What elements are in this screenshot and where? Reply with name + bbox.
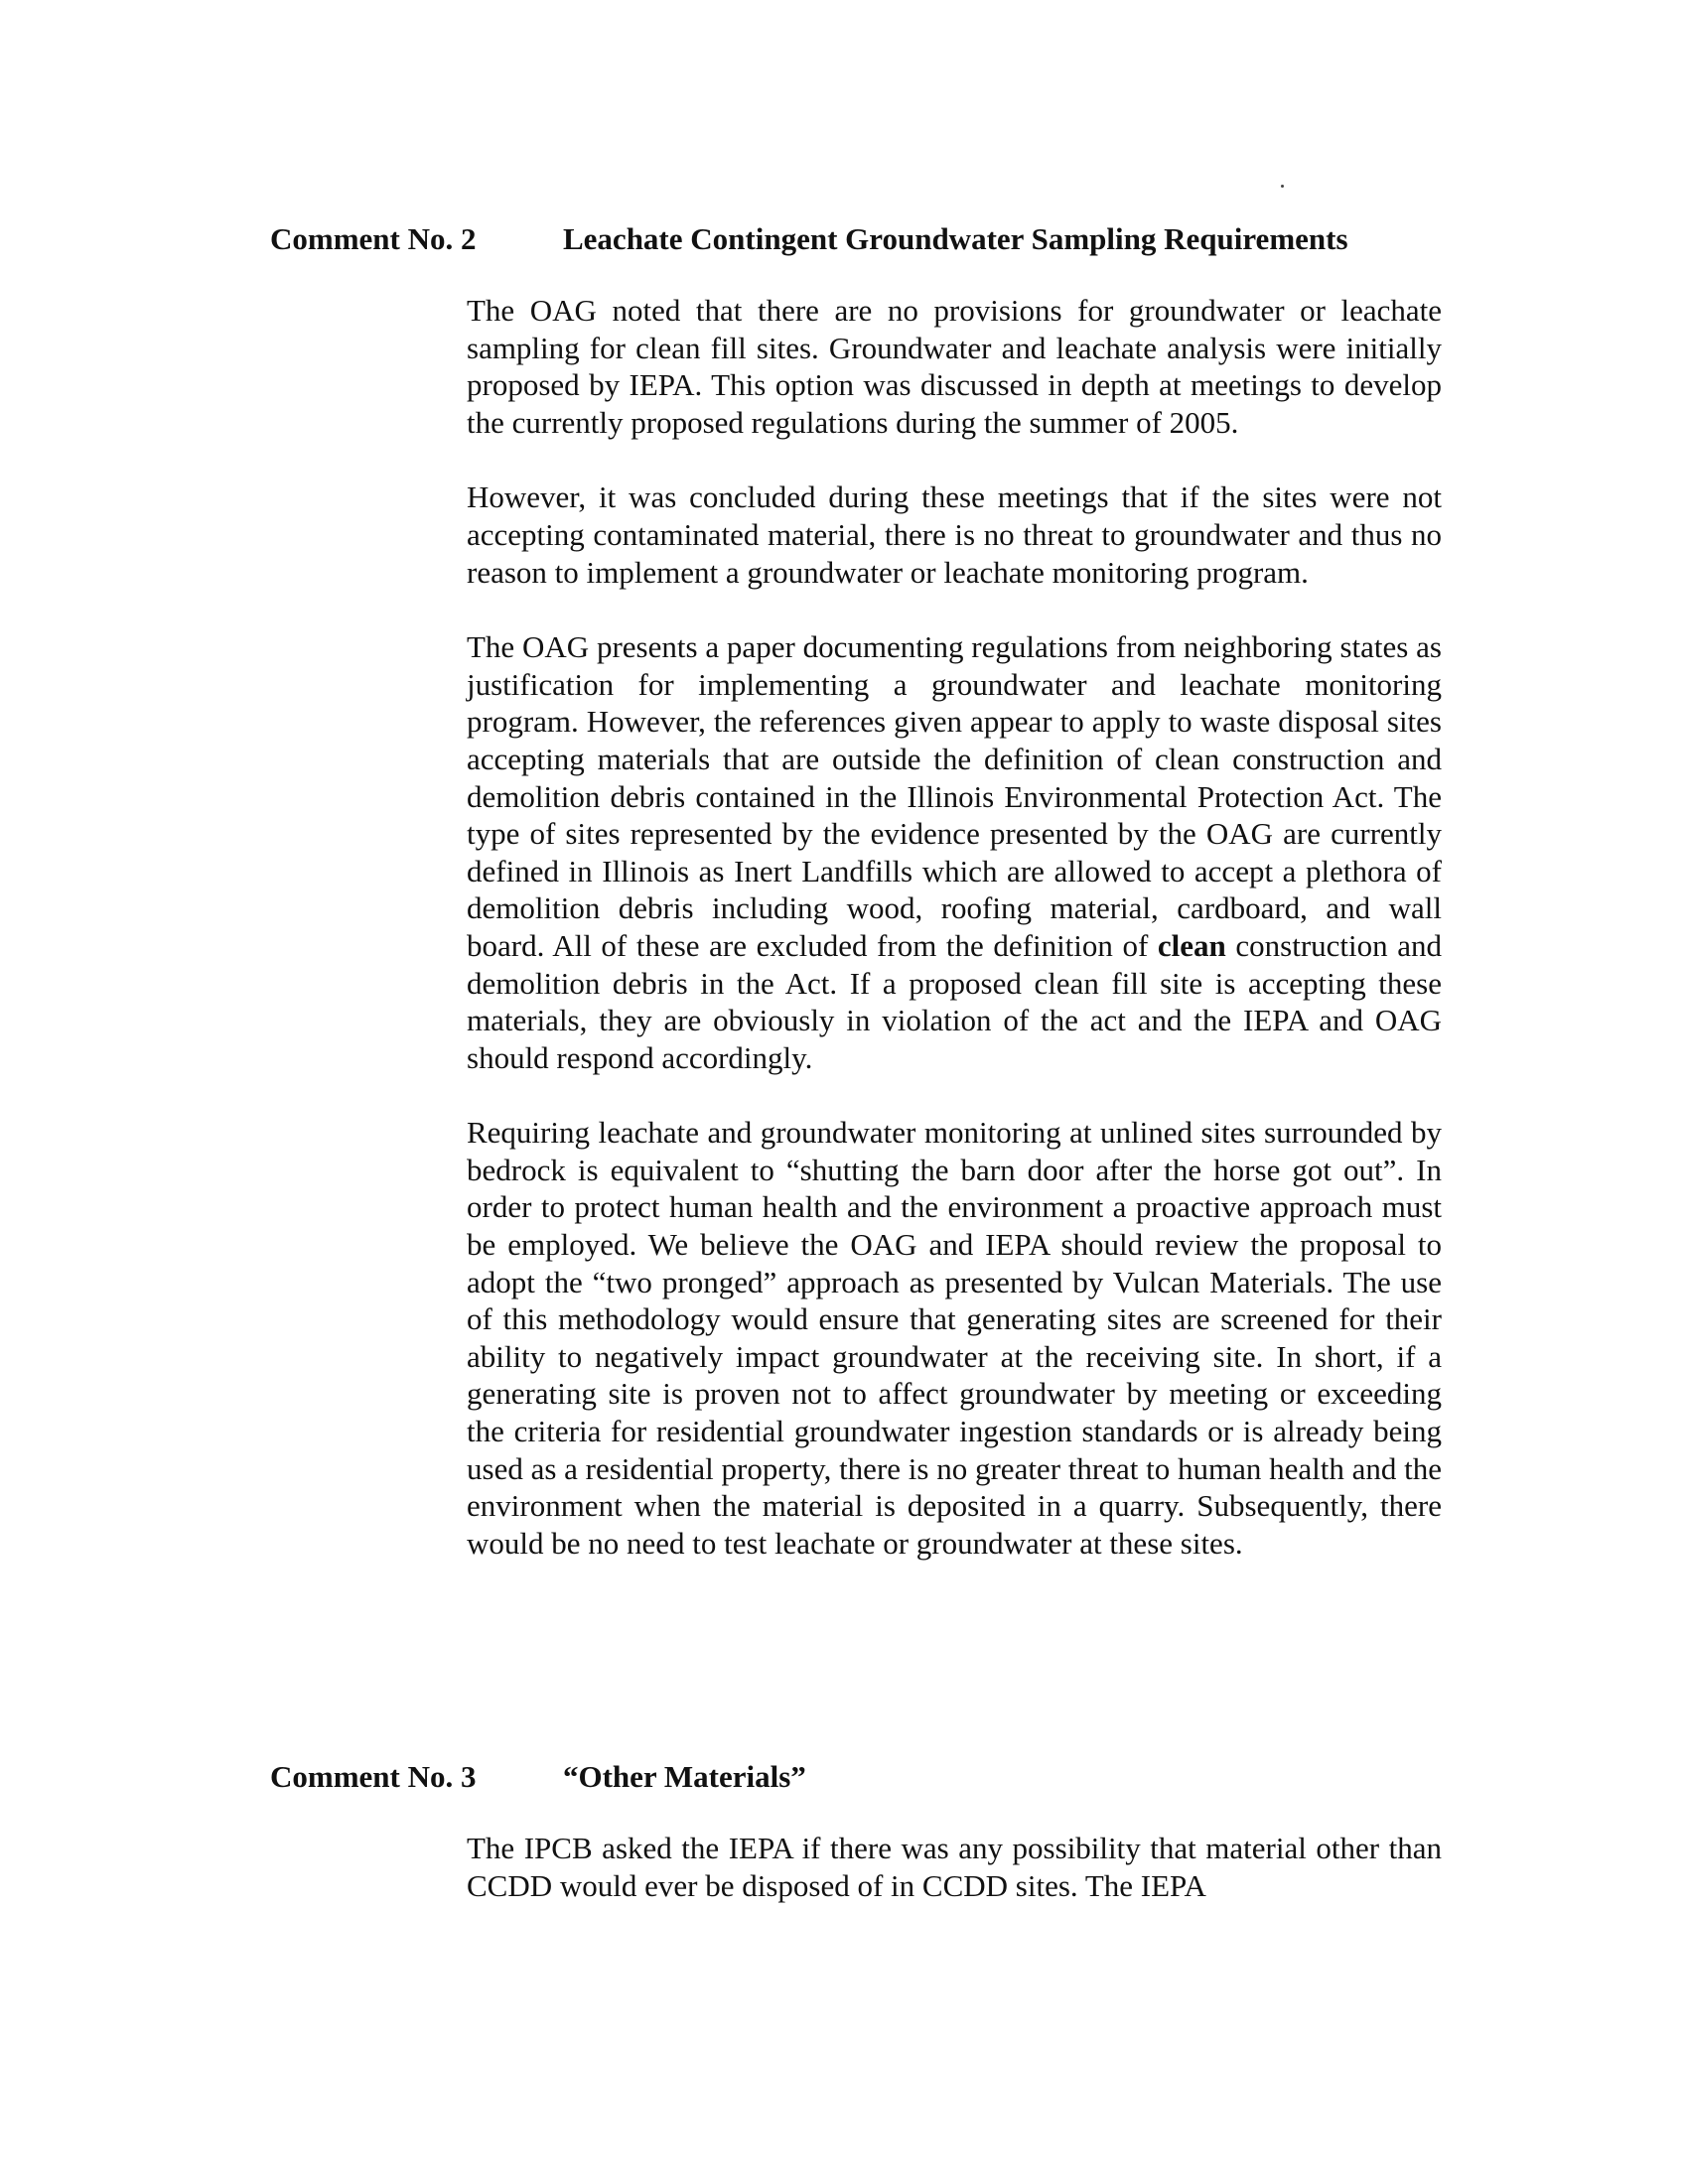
comment-2-paragraph-4: Requiring leachate and groundwater monitoring at unlined sites surrounded by bedrock is equivalent to “shutting the barn door after the horse got out”. In order to protect human health and the environment a proactive approach must be employed. We believe the OAG and IEPA should review the proposal to adopt the “two pronged” approach as presented by Vulcan Materials. The use of this methodology would ensure that generating sites are screened for their ability to negatively impact groundwater at the receiving site. In short, if a generating site is proven not to affect groundwater by meeting or exceeding the criteria for residential groundwater ingestion standards or is already being used as a residential property, there is no greater threat to human health and the environment when the material is deposited in a quarry. Subsequently, there would be no need to test leachate or groundwater at these sites. bbox=[467, 1115, 1442, 1561]
comment-2-number: Comment No. 2 bbox=[270, 221, 477, 256]
paragraph-3-text-end: construction and demolition debris in the Act. If a proposed clean fill site is accepting these materials, they are obviously in violation of the act and the IEPA and OAG should respond accordingly. bbox=[467, 927, 1442, 1075]
comment-3-body bbox=[467, 1830, 1442, 1904]
comment-2-paragraph-2: However, it was concluded during these meetings that if the sites were not accepting contaminated material, there is no threat to groundwater and thus no reason to implement a groundwater or leachate monitoring program. bbox=[467, 479, 1442, 590]
comment-3-paragraph-1: The IPCB asked the IEPA if there was any possibility that material other than CCDD would ever be disposed of in CCDD sites. The IEPA bbox=[467, 1831, 1442, 1903]
comment-2-title: Leachate Contingent Groundwater Sampling Requirements bbox=[563, 221, 1348, 256]
comment-2-paragraph-1: The OAG noted that there are no provisions for groundwater or leachate sampling for clean fill sites. Groundwater and leachate analysis were initially proposed by IEPA. This option was discussed in depth at meetings to develop the currently proposed regulations during the summer of 2005. bbox=[467, 293, 1442, 440]
paragraph-3-bold-word: clean bbox=[1157, 927, 1226, 963]
comment-2-paragraph-3 bbox=[467, 628, 1442, 1076]
comment-2-body bbox=[467, 292, 1442, 1562]
comment-3-title: “Other Materials” bbox=[563, 1759, 806, 1794]
paragraph-3-text-start: The OAG presents a paper documenting regulations from neighboring states as justification for implementing a groundwater and leachate monitoring program. However, the references given appear to apply to waste disposal sites accepting materials that are outside the definition of clean construction and demolition debris contained in the Illinois Environmental Protection Act. The type of sites represented by the evidence presented by the OAG are currently defined in Illinois as Inert Landfills which are allowed to accept a plethora of demolition debris including wood, roofing material, cardboard, and wall board. All of these are excluded from the definition of bbox=[467, 629, 1442, 963]
comment-2-heading bbox=[270, 220, 1348, 258]
comment-3-heading bbox=[270, 1758, 806, 1796]
scan-speck bbox=[1281, 185, 1284, 188]
comment-3-number: Comment No. 3 bbox=[270, 1759, 477, 1794]
